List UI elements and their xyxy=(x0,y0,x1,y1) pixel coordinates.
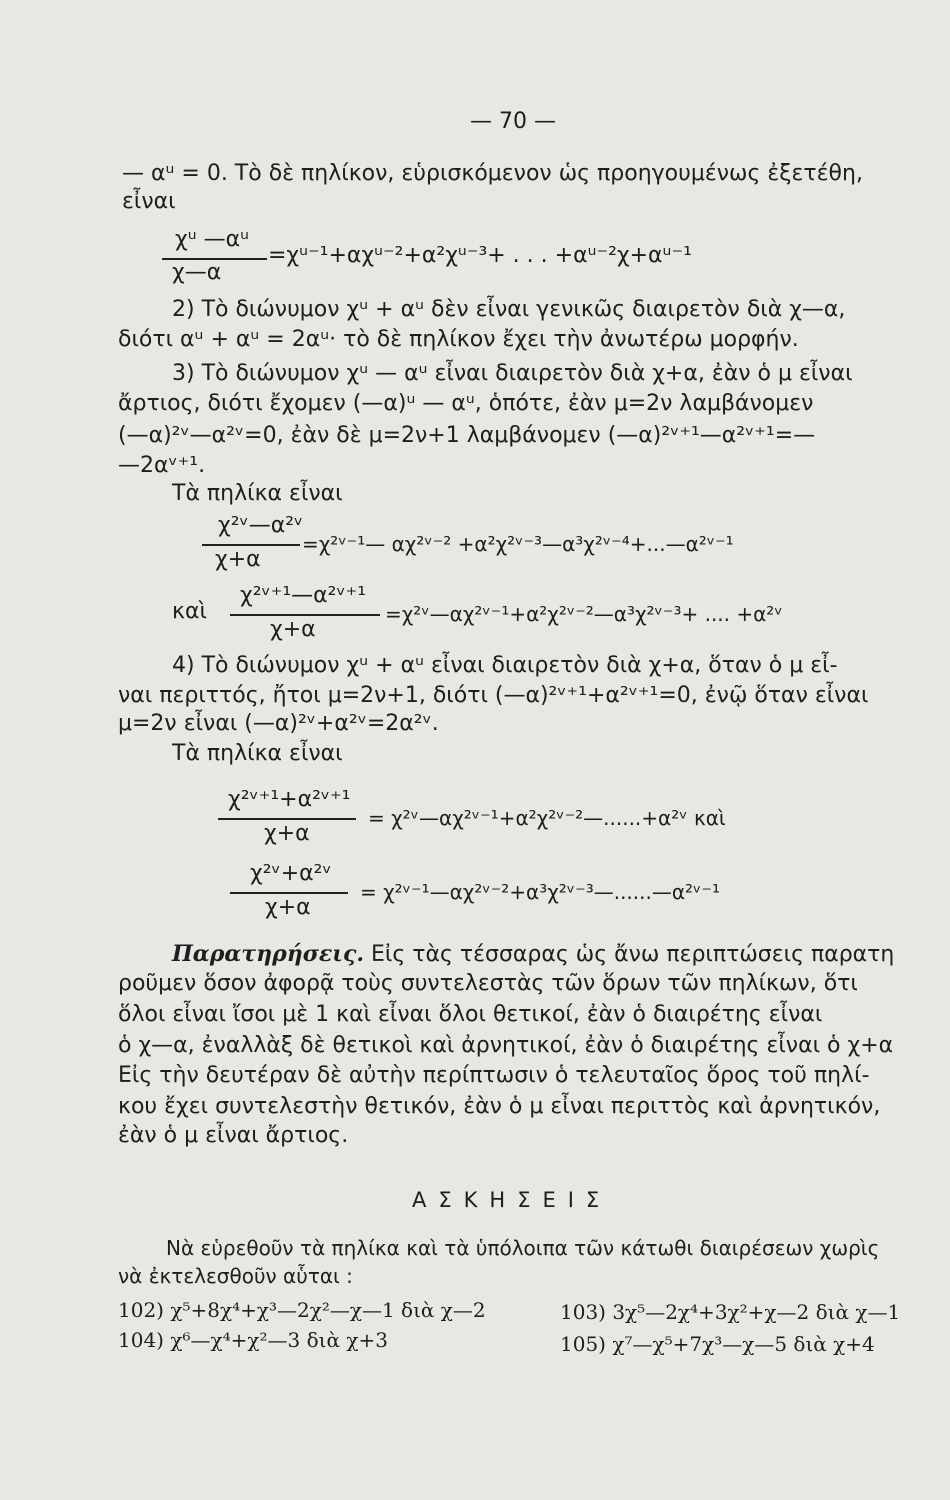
text-line: ὅλοι εἶναι ἴσοι μὲ 1 καὶ εἶναι ὅλοι θετικοί, ἐὰν ὁ διαιρέτης εἶναι xyxy=(118,1002,823,1027)
equation-rhs: =χ²ᵛ⁻¹— αχ²ᵛ⁻² +α²χ²ᵛ⁻³—α³χ²ᵛ⁻⁴+...—α²ᵛ⁻¹ xyxy=(302,532,734,556)
text-line: 2) Τὸ διώνυμον χᵘ + αᵘ δὲν εἶναι γενικῶς διαιρετὸν διὰ χ—α, xyxy=(172,297,846,322)
fraction-denominator: χ—α xyxy=(172,260,222,285)
text-line: — αᵘ = 0. Τὸ δὲ πηλίκον, εὑρισκόμενον ὡς προηγουμένως ἐξετέθη, xyxy=(122,161,863,186)
fraction-denominator: χ+α xyxy=(215,547,261,572)
text-line: κου ἔχει συντελεστὴν θετικόν, ἐὰν ὁ μ εἶναι περιττὸς καὶ ἀρνητικόν, xyxy=(118,1094,881,1119)
text-line: Νὰ εὑρεθοῦν τὰ πηλίκα καὶ τὰ ὑπόλοιπα τῶν κάτωθι διαιρέσεων χωρὶς xyxy=(166,1236,880,1260)
text-line: ὁ χ—α, ἐναλλὰξ δὲ θετικοὶ καὶ ἀρνητικοί, ἐὰν ὁ διαιρέτης εἶναι ὁ χ+α xyxy=(118,1033,894,1058)
fraction-denominator: χ+α xyxy=(264,821,310,846)
equation-rhs: =χᵘ⁻¹+αχᵘ⁻²+α²χᵘ⁻³+ . . . +αᵘ⁻²χ+αᵘ⁻¹ xyxy=(268,243,692,268)
fraction-numerator: χ²ᵛ—α²ᵛ xyxy=(218,513,304,538)
exercises-heading: ΑΣΚΗΣΕΙΣ xyxy=(412,1188,612,1212)
text-line: —2αᵛ⁺¹. xyxy=(118,453,206,478)
remarks-line xyxy=(172,940,894,969)
exercise-item: 104) χ⁶—χ⁴+χ²—3 διὰ χ+3 xyxy=(118,1328,388,1352)
remarks-text: Εἰς τὰς τέσσαρας ὡς ἄνω περιπτώσεις παρατη xyxy=(364,942,895,967)
text-line: μ=2ν εἶναι (—α)²ᵛ+α²ᵛ=2α²ᵛ. xyxy=(118,711,439,736)
text-line: ἐὰν ὁ μ εἶναι ἄρτιος. xyxy=(118,1123,349,1148)
fraction-denominator: χ+α xyxy=(265,895,311,920)
text-line: 3) Τὸ διώνυμον χᵘ — αᵘ εἶναι διαιρετὸν διὰ χ+α, ἐὰν ὁ μ εἶναι xyxy=(172,361,853,386)
text-line: εἶναι xyxy=(122,189,176,214)
text-line: (—α)²ᵛ—α²ᵛ=0, ἐὰν δὲ μ=2ν+1 λαμβάνομεν (—α)²ᵛ⁺¹—α²ᵛ⁺¹=— xyxy=(118,423,816,448)
text-line: Εἰς τὴν δευτέραν δὲ αὐτὴν περίπτωσιν ὁ τελευταῖος ὅρος τοῦ πηλί- xyxy=(118,1063,870,1088)
text-line: διότι αᵘ + αᵘ = 2αᵘ· τὸ δὲ πηλίκον ἔχει τὴν ἀνωτέρω μορφήν. xyxy=(118,327,799,352)
equation-rhs: =χ²ᵛ—αχ²ᵛ⁻¹+α²χ²ᵛ⁻²—α³χ²ᵛ⁻³+ .... +α²ᵛ xyxy=(385,602,783,626)
text-line: 4) Τὸ διώνυμον χᵘ + αᵘ εἶναι διαιρετὸν διὰ χ+α, ὅταν ὁ μ εἶ- xyxy=(172,653,838,678)
equation-rhs: = χ²ᵛ—αχ²ᵛ⁻¹+α²χ²ᵛ⁻²—......+α²ᵛ καὶ xyxy=(368,806,726,830)
remarks-heading: Παρατηρήσεις. xyxy=(172,941,364,967)
text-line: ναι περιττός, ἤτοι μ=2ν+1, διότι (—α)²ᵛ⁺¹+α²ᵛ⁺¹=0, ἐνῷ ὅταν εἶναι xyxy=(118,683,869,708)
exercise-item: 103) 3χ⁵—2χ⁴+3χ²+χ—2 διὰ χ—1 xyxy=(560,1300,901,1324)
fraction-numerator: χ²ᵛ+α²ᵛ xyxy=(250,861,332,886)
fraction-numerator: χ²ᵛ⁺¹—α²ᵛ⁺¹ xyxy=(240,583,367,608)
page-number: — 70 — xyxy=(470,109,556,134)
equation-rhs: = χ²ᵛ⁻¹—αχ²ᵛ⁻²+α³χ²ᵛ⁻³—......—α²ᵛ⁻¹ xyxy=(360,880,720,904)
text-label: καὶ xyxy=(172,599,207,624)
text-line: ροῦμεν ὅσον ἀφορᾷ τοὺς συντελεστὰς τῶν ὅρων τῶν πηλίκων, ὅτι xyxy=(118,971,858,996)
text-line: ἄρτιος, διότι ἔχομεν (—α)ᵘ — αᵘ, ὁπότε, ἐὰν μ=2ν λαμβάνομεν xyxy=(118,391,814,416)
exercise-item: 102) χ⁵+8χ⁴+χ³—2χ²—χ—1 διὰ χ—2 xyxy=(118,1298,486,1322)
exercise-item: 105) χ⁷—χ⁵+7χ³—χ—5 διὰ χ+4 xyxy=(560,1332,875,1356)
fraction-denominator: χ+α xyxy=(270,617,316,642)
fraction-numerator: χᵘ —αᵘ xyxy=(175,227,250,252)
text-line: νὰ ἐκτελεσθοῦν αὗται : xyxy=(118,1264,353,1288)
text-line: Τὰ πηλίκα εἶναι xyxy=(172,481,343,506)
text-line: Τὰ πηλίκα εἶναι xyxy=(172,741,343,766)
fraction-numerator: χ²ᵛ⁺¹+α²ᵛ⁺¹ xyxy=(228,787,351,812)
